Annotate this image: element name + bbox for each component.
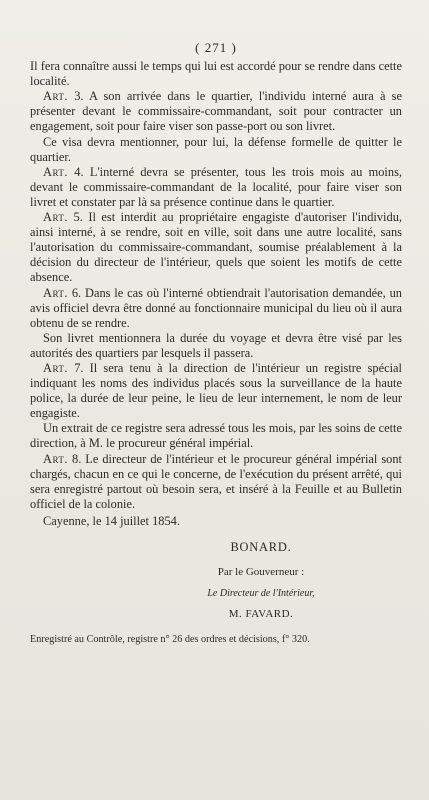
paragraph-text: Il sera tenu à la direction de l'intérieur un registre spécial indiquant les noms des individus placés sous la surveillance de la haute police, la durée de leur peine, le lieu de leur internement, le nom de leur engagiste. bbox=[30, 360, 402, 421]
article-label: Art. bbox=[43, 210, 69, 225]
paragraph bbox=[30, 331, 402, 361]
paragraph-text: Ce visa devra mentionner, pour lui, la défense formelle de quitter le quartier. bbox=[30, 134, 402, 164]
article-number: 3. bbox=[74, 89, 84, 104]
article-label: Art. bbox=[43, 164, 69, 179]
article-number: 7. bbox=[74, 360, 84, 375]
article-label: Art. bbox=[43, 285, 69, 300]
article-paragraph bbox=[30, 89, 402, 134]
paragraph-text: Le directeur de l'intérieur et le procureur général impérial sont chargés, chacun en ce qui le concerne, de l'exécution du présent arrêté, qui sera enregistré partout où besoin sera, et inséré à la Feuille et au Bulletin officiel de la colonie. bbox=[30, 451, 402, 511]
article-paragraph bbox=[30, 210, 402, 285]
article-label: Art. bbox=[43, 451, 69, 466]
paragraph-text: Dans le cas où l'interné obtiendrait l'autorisation demandée, un avis officiel devra être donné au fonctionnaire municipal du lieu où il aura obtenu de se rendre. bbox=[30, 285, 402, 330]
paragraph bbox=[30, 421, 402, 451]
article-number: 8. bbox=[72, 451, 82, 466]
paragraph bbox=[30, 59, 402, 89]
page-number: ( 271 ) bbox=[195, 40, 237, 55]
paragraph-text: Un extrait de ce registre sera adressé tous les mois, par les soins de cette direction, à M. le procureur général impérial. bbox=[30, 421, 402, 451]
article-number: 4. bbox=[74, 164, 84, 179]
article-paragraph bbox=[30, 361, 402, 421]
countersign-name: M. FAVARD. bbox=[228, 608, 294, 621]
paragraph bbox=[30, 135, 402, 165]
article-label: Art. bbox=[43, 360, 69, 375]
paragraph-text: Il fera connaître aussi le temps qui lui est accordé pour se rendre dans cette localité. bbox=[30, 59, 402, 89]
article-paragraph bbox=[30, 452, 402, 512]
article-number: 5. bbox=[73, 210, 83, 225]
article-paragraph bbox=[30, 286, 402, 331]
by-line: Par le Gouverneur : bbox=[217, 566, 305, 579]
article-label: Art. bbox=[43, 89, 69, 104]
page-content bbox=[30, 40, 402, 647]
paragraph-text: L'interné devra se présenter, tous les trois mois au moins, devant le commissaire-commandant de la localité, pour faire viser son livret et constater par là sa présence continue dans le quartier. bbox=[30, 164, 402, 209]
dateline: Cayenne, le 14 juillet 1854. bbox=[43, 513, 180, 528]
paragraph-text: A son arrivée dans le quartier, l'individu interné aura à se présenter devant le commissaire-commandant, soit pour contracter un engagement, soit pour faire viser son passe-port ou son livret. bbox=[30, 89, 402, 134]
governor-signature: BONARD. bbox=[230, 540, 292, 554]
countersign-role: Le Directeur de l'Intérieur, bbox=[207, 588, 315, 600]
article-paragraph bbox=[30, 165, 402, 210]
paragraph-text: Il est interdit au propriétaire engagiste d'autoriser l'individu, ainsi interné, à se rendre, soit en ville, soit dans une autre localité, sans l'autorisation du commissaire-commandant, soumise préalablement à la décision du directeur de l'intérieur, quels que soient les motifs de cette absence. bbox=[30, 210, 402, 285]
registration-note: Enregistré au Contrôle, registre n° 26 des ordres et décisions, f° 320. bbox=[30, 634, 310, 646]
article-number: 6. bbox=[71, 285, 82, 300]
paragraph-text: Son livret mentionnera la durée du voyage et devra être visé par les autorités des quartiers par lesquels il passera. bbox=[30, 330, 402, 360]
